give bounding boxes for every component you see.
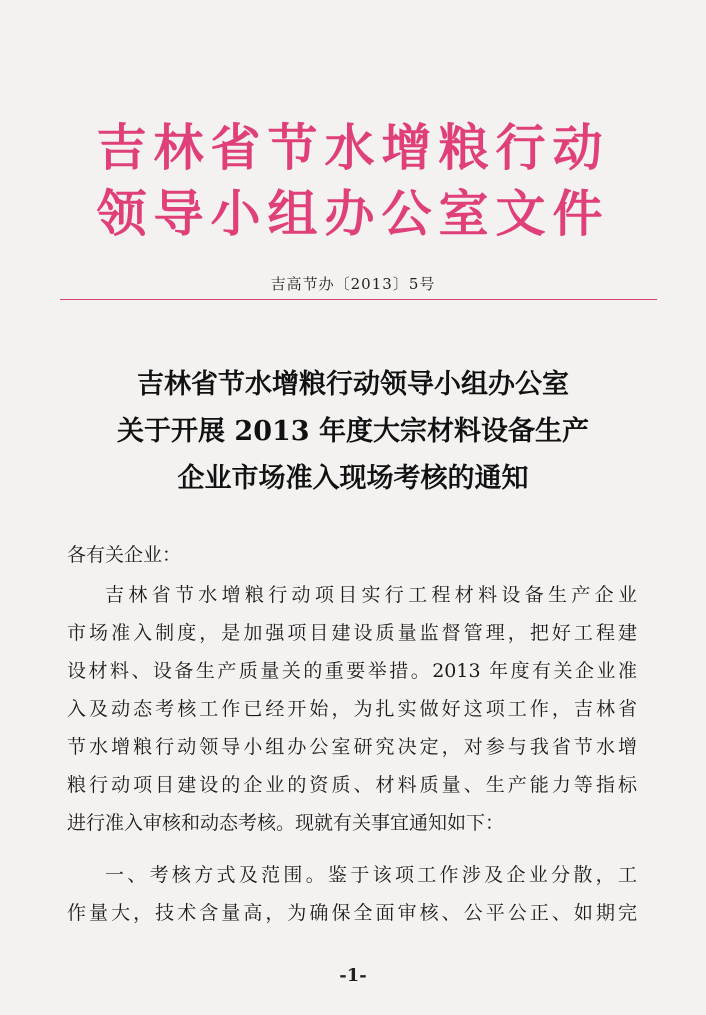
page-number: -1- <box>339 965 367 986</box>
header-title-line-1: 吉林省节水增粮行动 <box>96 118 610 177</box>
notice-title-line-3: 企业市场准入现场考核的通知 <box>177 463 529 494</box>
body-line-2: 市场准入制度，是加强项目建设质量监督管理，把好工程建 <box>67 622 637 644</box>
header-title-line-2: 领导小组办公室文件 <box>96 184 610 243</box>
notice-title-line-1: 吉林省节水增粮行动领导小组办公室 <box>137 369 569 400</box>
body-line-4: 入及动态考核工作已经开始，为扎实做好这项工作，吉林省 <box>67 698 637 720</box>
salutation: 各有关企业： <box>67 544 182 566</box>
body-line-3: 设材料、设备生产质量关的重要举措。2013 年度有关企业准 <box>67 660 637 682</box>
red-divider-rule <box>60 299 657 300</box>
body-line-9: 作量大，技术含量高，为确保全面审核、公平公正、如期完 <box>67 902 637 924</box>
body-line-6: 粮行动项目建设的企业的资质、材料质量、生产能力等指标 <box>67 774 637 796</box>
body-line-5: 节水增粮行动领导小组办公室研究决定，对参与我省节水增 <box>67 736 637 758</box>
notice-title-line-2: 关于开展 2013 年度大宗材料设备生产 <box>117 416 589 447</box>
body-line-7: 进行准入审核和动态考核。现就有关事宜通知如下： <box>67 812 505 834</box>
body-line-8: 一、考核方式及范围。鉴于该项工作涉及企业分散，工 <box>105 864 637 886</box>
document-number: 吉高节办〔2013〕5号 <box>270 275 436 293</box>
body-line-1: 吉林省节水增粮行动项目实行工程材料设备生产企业 <box>105 584 637 606</box>
